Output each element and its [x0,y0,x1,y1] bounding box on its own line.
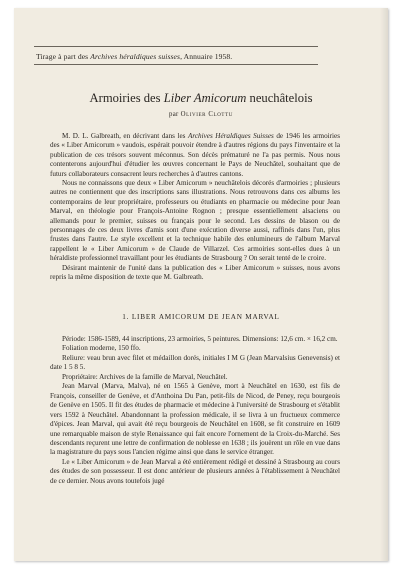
intro-paragraph-3: Désirant maintenir de l'unité dans la publication des « Liber Amicorum » suisses, nous avons repris la même disposition de texte que M. Galbreath. [50,263,340,282]
byline [14,111,388,118]
title-before: Armoiries des [89,91,164,105]
detail-proprietaire: Propriétaire: Archives de la famille de Marval, Neuchâtel. [62,372,228,381]
detail-reliure: Reliure: veau brun avec filet et médaillon dorés, initiales I M G (Jean Marvalsius Genevensis) et date 1 5 8 5. [50,353,340,372]
title-after: neuchâtelois [246,91,313,105]
detail-foliation: Foliation moderne, 150 ffo. [62,344,141,353]
detail-biography: Jean Marval (Marva, Malva), né en 1565 à Genève, mort à Neuchâtel en 1630, est fils de François, conseiller de Genève, et d'Anthoina Du Pan, petit-fils de Nicod, de Peney, reçu bourgeois de Genève en 1505. Il fit des études de pharmacie et médecine à l'université de Strasbourg et s'établit vers 1592 à Neuchâtel. Abandonnant la profession médicale, il se livra à un fructueux commerce d'épices. Jean Marval, qui avait été reçu bourgeois de Neuchâtel en 1608, se fit construire en 1609 une remarquable maison de style Renaissance qui fait encore l'ornement de la Croix-du-Marché. Ses descendants reçurent une lettre de confirmation de noblesse en 1638 ; ils jouèrent un rôle en vue dans la magistrature du pays sous l'ancien régime ainsi que dans le service étranger. [50,382,340,457]
detail-periode: Période: 1586-1589, 44 inscriptions, 23 armoiries, 5 peintures. Dimensions: 12,6 cm. × 16,2 cm. [62,335,338,343]
intro-p1-italic: Archives Héraldiques Suisses [188,132,274,140]
byline-par: par [169,111,181,118]
section-text [50,335,340,486]
document-page [14,8,388,561]
header-rule-bottom [34,64,318,65]
header-prefix: Tirage à part des [36,52,91,61]
header-journal: Archives héraldiques suisses [90,52,181,61]
header-rule-top [34,46,318,47]
intro-paragraph-2: Nous ne connaissons que deux « Liber Amicorum » neuchâtelois décorés d'armoiries ; plusieurs autres ne contiennent que des inscriptions sans illustrations. Nous retrouvons dans ces albums les contemporains de leur propriétaire, professeurs ou étudiants en pharmacie ou médecine pour Jean Marval, en théologie pour François-Antoine Rognon ; presque essentiellement alsaciens ou allemands pour le premier, suisses ou français pour le second. Les dessins de blason ou de personnages de ces deux livres d'amis sont d'une exécution diverse aussi, raffinés dans l'un, plus frustes dans l'autre. Le style excellent et la technique habile des enlumineurs de l'album Marval rappellent le « Liber Amicorum » de Claude de Villarzel. Ces armoiries sont-elles dues à un héraldiste professionnel travaillant pour les étudiants de Strasbourg ? On serait tenté de le croire. [50,179,340,263]
title-italic: Liber Amicorum [163,91,247,105]
detail-last-paragraph: Le « Liber Amicorum » de Jean Marval a été entièrement rédigé et dessiné à Strasbourg au cours des études de son possesseur. Il est donc antérieur de plusieurs années à l'établissement à Neuchâtel de ce dernier. Nous avons toutefois jugé [50,457,340,485]
intro-p1-a: M. D. L. Galbreath, en décrivant dans les [62,132,189,140]
intro-paragraph-1 [50,132,340,179]
intro-text [50,132,340,283]
section-heading: 1. LIBER AMICORUM DE JEAN MARVAL [122,313,280,321]
header-suffix: , Annuaire 1958. [180,52,233,61]
article-title [14,91,388,106]
intro-p1-b: de 1946 les armoiries des « Liber Amicorum » vaudois, espérait pouvoir étendre à d'autres régions du pays l'inventaire et la publication de ces trésors souvent méconnus. Son décès prématuré ne l'a pas permis. Nous nous contenterons aujourd'hui d'étudier les œuvres concernant le Pays de Neuchâtel, souhaitant que de futurs collaborateurs consacrent leurs recherches à d'autres cantons. [50,132,340,178]
offprint-header [36,52,232,61]
byline-author: Olivier Clottu [180,111,233,118]
